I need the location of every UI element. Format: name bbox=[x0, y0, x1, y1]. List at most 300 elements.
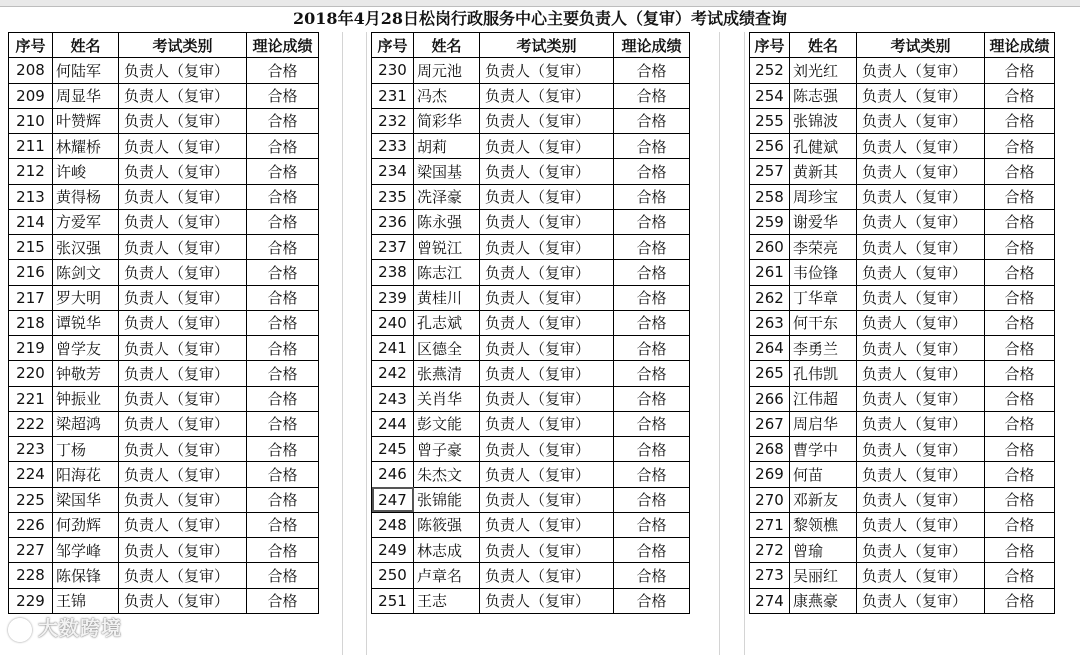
cell-seq[interactable]: 231 bbox=[372, 83, 414, 108]
cell-name[interactable]: 王志 bbox=[414, 588, 480, 613]
cell-type[interactable]: 负责人（复审） bbox=[119, 361, 247, 386]
cell-type[interactable]: 负责人（复审） bbox=[480, 588, 614, 613]
cell-name[interactable]: 叶赞辉 bbox=[53, 108, 119, 133]
table-row bbox=[9, 260, 319, 285]
table-row bbox=[9, 235, 319, 260]
cell-result[interactable]: 合格 bbox=[247, 512, 319, 537]
cell-result[interactable]: 合格 bbox=[614, 411, 690, 436]
cell-name[interactable]: 康燕豪 bbox=[790, 588, 857, 613]
cell-seq[interactable]: 248 bbox=[372, 512, 414, 537]
cell-result[interactable]: 合格 bbox=[614, 235, 690, 260]
cell-seq[interactable]: 228 bbox=[9, 563, 53, 588]
cell-seq[interactable]: 271 bbox=[750, 512, 790, 537]
cell-result[interactable]: 合格 bbox=[985, 361, 1055, 386]
cell-result[interactable]: 合格 bbox=[247, 285, 319, 310]
cell-result[interactable]: 合格 bbox=[614, 588, 690, 613]
table-row bbox=[372, 108, 690, 133]
cell-name[interactable]: 陈筱强 bbox=[414, 512, 480, 537]
cell-seq[interactable]: 230 bbox=[372, 58, 414, 83]
cell-seq[interactable]: 209 bbox=[9, 83, 53, 108]
cell-name[interactable]: 冼泽豪 bbox=[414, 184, 480, 209]
cell-result[interactable]: 合格 bbox=[247, 361, 319, 386]
cell-result[interactable]: 合格 bbox=[614, 386, 690, 411]
table-row bbox=[372, 386, 690, 411]
cell-type[interactable]: 负责人（复审） bbox=[480, 184, 614, 209]
cell-seq[interactable]: 238 bbox=[372, 260, 414, 285]
table-row bbox=[372, 285, 690, 310]
cell-type[interactable]: 负责人（复审） bbox=[480, 235, 614, 260]
cell-seq[interactable]: 227 bbox=[9, 538, 53, 563]
cell-seq[interactable]: 249 bbox=[372, 538, 414, 563]
cell-result[interactable]: 合格 bbox=[985, 462, 1055, 487]
table-row bbox=[750, 538, 1055, 563]
cell-seq[interactable]: 243 bbox=[372, 386, 414, 411]
cell-seq[interactable]: 247 bbox=[372, 487, 414, 512]
cell-seq[interactable]: 251 bbox=[372, 588, 414, 613]
cell-seq[interactable]: 267 bbox=[750, 411, 790, 436]
cell-seq[interactable]: 254 bbox=[750, 83, 790, 108]
cell-seq[interactable]: 258 bbox=[750, 184, 790, 209]
cell-result[interactable]: 合格 bbox=[614, 159, 690, 184]
cell-result[interactable]: 合格 bbox=[247, 235, 319, 260]
cell-seq[interactable]: 252 bbox=[750, 58, 790, 83]
cell-type[interactable]: 负责人（复审） bbox=[857, 134, 985, 159]
cell-result[interactable]: 合格 bbox=[614, 184, 690, 209]
cell-result[interactable]: 合格 bbox=[614, 83, 690, 108]
cell-name[interactable]: 黄得杨 bbox=[53, 184, 119, 209]
cell-type[interactable]: 负责人（复审） bbox=[119, 411, 247, 436]
header-seq: 序号 bbox=[9, 33, 53, 58]
cell-type[interactable]: 负责人（复审） bbox=[119, 260, 247, 285]
cell-seq[interactable]: 239 bbox=[372, 285, 414, 310]
cell-seq[interactable]: 217 bbox=[9, 285, 53, 310]
cell-type[interactable]: 负责人（复审） bbox=[857, 538, 985, 563]
cell-type[interactable]: 负责人（复审） bbox=[480, 83, 614, 108]
cell-seq[interactable]: 208 bbox=[9, 58, 53, 83]
cell-seq[interactable]: 245 bbox=[372, 437, 414, 462]
cell-result[interactable]: 合格 bbox=[614, 108, 690, 133]
cell-name[interactable]: 李荣亮 bbox=[790, 235, 857, 260]
cell-seq[interactable]: 236 bbox=[372, 209, 414, 234]
cell-seq[interactable]: 226 bbox=[9, 512, 53, 537]
cell-name[interactable]: 冯杰 bbox=[414, 83, 480, 108]
cell-seq[interactable]: 222 bbox=[9, 411, 53, 436]
cell-seq[interactable]: 218 bbox=[9, 310, 53, 335]
cell-seq[interactable]: 235 bbox=[372, 184, 414, 209]
cell-seq[interactable]: 269 bbox=[750, 462, 790, 487]
cell-type[interactable]: 负责人（复审） bbox=[119, 209, 247, 234]
cell-seq[interactable]: 223 bbox=[9, 437, 53, 462]
cell-result[interactable]: 合格 bbox=[614, 487, 690, 512]
cell-result[interactable]: 合格 bbox=[247, 538, 319, 563]
cell-type[interactable]: 负责人（复审） bbox=[480, 134, 614, 159]
cell-type[interactable]: 负责人（复审） bbox=[119, 108, 247, 133]
cell-seq[interactable]: 244 bbox=[372, 411, 414, 436]
cell-seq[interactable]: 234 bbox=[372, 159, 414, 184]
cell-type[interactable]: 负责人（复审） bbox=[480, 260, 614, 285]
cell-type[interactable]: 负责人（复审） bbox=[480, 209, 614, 234]
watermark bbox=[8, 612, 122, 642]
cell-type[interactable]: 负责人（复审） bbox=[857, 58, 985, 83]
cell-seq[interactable]: 261 bbox=[750, 260, 790, 285]
cell-name[interactable]: 黄桂川 bbox=[414, 285, 480, 310]
cell-name[interactable]: 陈志江 bbox=[414, 260, 480, 285]
cell-type[interactable]: 负责人（复审） bbox=[119, 285, 247, 310]
table-row bbox=[750, 588, 1055, 613]
table-row bbox=[372, 310, 690, 335]
cell-result[interactable]: 合格 bbox=[614, 209, 690, 234]
cell-seq[interactable]: 263 bbox=[750, 310, 790, 335]
cell-name[interactable]: 李勇兰 bbox=[790, 336, 857, 361]
cell-name[interactable]: 张汉强 bbox=[53, 235, 119, 260]
cell-name[interactable]: 邹学峰 bbox=[53, 538, 119, 563]
cell-name[interactable]: 刘光红 bbox=[790, 58, 857, 83]
cell-name[interactable]: 孔健斌 bbox=[790, 134, 857, 159]
cell-seq[interactable]: 241 bbox=[372, 336, 414, 361]
cell-result[interactable]: 合格 bbox=[985, 437, 1055, 462]
table-row bbox=[750, 563, 1055, 588]
cell-type[interactable]: 负责人（复审） bbox=[119, 563, 247, 588]
cell-name[interactable]: 钟敬芳 bbox=[53, 361, 119, 386]
cell-name[interactable]: 陈剑文 bbox=[53, 260, 119, 285]
cell-seq[interactable]: 224 bbox=[9, 462, 53, 487]
cell-name[interactable]: 何干东 bbox=[790, 310, 857, 335]
cell-seq[interactable]: 259 bbox=[750, 209, 790, 234]
cell-name[interactable]: 张锦能 bbox=[414, 487, 480, 512]
cell-name[interactable]: 周元池 bbox=[414, 58, 480, 83]
cell-seq[interactable]: 221 bbox=[9, 386, 53, 411]
cell-seq[interactable]: 262 bbox=[750, 285, 790, 310]
cell-name[interactable]: 区德全 bbox=[414, 336, 480, 361]
cell-result[interactable]: 合格 bbox=[247, 260, 319, 285]
cell-result[interactable]: 合格 bbox=[985, 235, 1055, 260]
cell-name[interactable]: 何苗 bbox=[790, 462, 857, 487]
cell-seq[interactable]: 219 bbox=[9, 336, 53, 361]
results-table-3 bbox=[749, 32, 1055, 614]
cell-type[interactable]: 负责人（复审） bbox=[857, 209, 985, 234]
cell-result[interactable]: 合格 bbox=[247, 437, 319, 462]
header-seq: 序号 bbox=[750, 33, 790, 58]
cell-seq[interactable]: 266 bbox=[750, 386, 790, 411]
cell-name[interactable]: 张燕清 bbox=[414, 361, 480, 386]
table-row bbox=[372, 588, 690, 613]
cell-result[interactable]: 合格 bbox=[985, 260, 1055, 285]
table-row bbox=[372, 563, 690, 588]
cell-seq[interactable]: 257 bbox=[750, 159, 790, 184]
cell-name[interactable]: 罗大明 bbox=[53, 285, 119, 310]
cell-type[interactable]: 负责人（复审） bbox=[857, 462, 985, 487]
cell-seq[interactable]: 246 bbox=[372, 462, 414, 487]
table-row bbox=[9, 437, 319, 462]
header-type: 考试类别 bbox=[857, 33, 985, 58]
cell-name[interactable]: 丁杨 bbox=[53, 437, 119, 462]
cell-name[interactable]: 梁国基 bbox=[414, 159, 480, 184]
cell-name[interactable]: 吴丽红 bbox=[790, 563, 857, 588]
cell-name[interactable]: 曾学友 bbox=[53, 336, 119, 361]
cell-seq[interactable]: 268 bbox=[750, 437, 790, 462]
cell-result[interactable]: 合格 bbox=[614, 462, 690, 487]
cell-name[interactable]: 曾锐江 bbox=[414, 235, 480, 260]
cell-type[interactable]: 负责人（复审） bbox=[857, 512, 985, 537]
cell-type[interactable]: 负责人（复审） bbox=[119, 235, 247, 260]
cell-name[interactable]: 梁超鸿 bbox=[53, 411, 119, 436]
table-row bbox=[372, 235, 690, 260]
cell-name[interactable]: 关肖华 bbox=[414, 386, 480, 411]
table-row bbox=[750, 310, 1055, 335]
cell-seq[interactable]: 242 bbox=[372, 361, 414, 386]
cell-name[interactable]: 丁华章 bbox=[790, 285, 857, 310]
cell-result[interactable]: 合格 bbox=[614, 437, 690, 462]
table-row bbox=[750, 235, 1055, 260]
cell-type[interactable]: 负责人（复审） bbox=[480, 462, 614, 487]
cell-result[interactable]: 合格 bbox=[247, 411, 319, 436]
cell-name[interactable]: 王锦 bbox=[53, 588, 119, 613]
cell-result[interactable]: 合格 bbox=[614, 361, 690, 386]
cell-result[interactable]: 合格 bbox=[247, 209, 319, 234]
cell-seq[interactable]: 229 bbox=[9, 588, 53, 613]
cell-result[interactable]: 合格 bbox=[985, 487, 1055, 512]
cell-name[interactable]: 许峻 bbox=[53, 159, 119, 184]
cell-result[interactable]: 合格 bbox=[985, 512, 1055, 537]
cell-type[interactable]: 负责人（复审） bbox=[119, 134, 247, 159]
cell-type[interactable]: 负责人（复审） bbox=[857, 437, 985, 462]
cell-type[interactable]: 负责人（复审） bbox=[480, 487, 614, 512]
cell-type[interactable]: 负责人（复审） bbox=[857, 83, 985, 108]
cell-result[interactable]: 合格 bbox=[985, 159, 1055, 184]
cell-seq[interactable]: 233 bbox=[372, 134, 414, 159]
cell-name[interactable]: 张锦波 bbox=[790, 108, 857, 133]
table-row bbox=[9, 336, 319, 361]
cell-result[interactable]: 合格 bbox=[985, 588, 1055, 613]
cell-type[interactable]: 负责人（复审） bbox=[480, 285, 614, 310]
cell-seq[interactable]: 255 bbox=[750, 108, 790, 133]
header-seq: 序号 bbox=[372, 33, 414, 58]
cell-type[interactable]: 负责人（复审） bbox=[119, 462, 247, 487]
cell-type[interactable]: 负责人（复审） bbox=[119, 184, 247, 209]
cell-name[interactable]: 方爱军 bbox=[53, 209, 119, 234]
cell-result[interactable]: 合格 bbox=[985, 563, 1055, 588]
cell-name[interactable]: 林志成 bbox=[414, 538, 480, 563]
cell-type[interactable]: 负责人（复审） bbox=[480, 437, 614, 462]
cell-type[interactable]: 负责人（复审） bbox=[119, 83, 247, 108]
cell-name[interactable]: 彭文能 bbox=[414, 411, 480, 436]
cell-type[interactable]: 负责人（复审） bbox=[857, 386, 985, 411]
cell-type[interactable]: 负责人（复审） bbox=[857, 487, 985, 512]
cell-seq[interactable]: 264 bbox=[750, 336, 790, 361]
cell-type[interactable]: 负责人（复审） bbox=[857, 184, 985, 209]
cell-seq[interactable]: 265 bbox=[750, 361, 790, 386]
cell-name[interactable]: 阳海花 bbox=[53, 462, 119, 487]
cell-seq[interactable]: 213 bbox=[9, 184, 53, 209]
cell-seq[interactable]: 250 bbox=[372, 563, 414, 588]
header-name: 姓名 bbox=[790, 33, 857, 58]
cell-result[interactable]: 合格 bbox=[614, 563, 690, 588]
cell-seq[interactable]: 237 bbox=[372, 235, 414, 260]
cell-result[interactable]: 合格 bbox=[985, 538, 1055, 563]
cell-name[interactable]: 曾瑜 bbox=[790, 538, 857, 563]
cell-type[interactable]: 负责人（复审） bbox=[119, 538, 247, 563]
cell-name[interactable]: 陈保锋 bbox=[53, 563, 119, 588]
cell-name[interactable]: 曹学中 bbox=[790, 437, 857, 462]
cell-seq[interactable]: 220 bbox=[9, 361, 53, 386]
cell-result[interactable]: 合格 bbox=[614, 336, 690, 361]
cell-type[interactable]: 负责人（复审） bbox=[480, 108, 614, 133]
cell-result[interactable]: 合格 bbox=[247, 184, 319, 209]
table-row bbox=[750, 159, 1055, 184]
cell-type[interactable]: 负责人（复审） bbox=[119, 336, 247, 361]
cell-type[interactable]: 负责人（复审） bbox=[857, 361, 985, 386]
cell-result[interactable]: 合格 bbox=[985, 310, 1055, 335]
cell-name[interactable]: 何陆军 bbox=[53, 58, 119, 83]
cell-type[interactable]: 负责人（复审） bbox=[480, 411, 614, 436]
cell-name[interactable]: 谢爱华 bbox=[790, 209, 857, 234]
cell-seq[interactable]: 225 bbox=[9, 487, 53, 512]
cell-name[interactable]: 周珍宝 bbox=[790, 184, 857, 209]
cell-name[interactable]: 卢章名 bbox=[414, 563, 480, 588]
cell-result[interactable]: 合格 bbox=[247, 310, 319, 335]
cell-result[interactable]: 合格 bbox=[614, 310, 690, 335]
table-header-row bbox=[750, 33, 1055, 58]
cell-seq[interactable]: 232 bbox=[372, 108, 414, 133]
cell-name[interactable]: 陈志强 bbox=[790, 83, 857, 108]
cell-type[interactable]: 负责人（复审） bbox=[119, 588, 247, 613]
cell-seq[interactable]: 211 bbox=[9, 134, 53, 159]
cell-type[interactable]: 负责人（复审） bbox=[857, 563, 985, 588]
cell-name[interactable]: 朱杰文 bbox=[414, 462, 480, 487]
cell-name[interactable]: 邓新友 bbox=[790, 487, 857, 512]
cell-seq[interactable]: 214 bbox=[9, 209, 53, 234]
cell-type[interactable]: 负责人（复审） bbox=[119, 512, 247, 537]
cell-type[interactable]: 负责人（复审） bbox=[119, 58, 247, 83]
cell-name[interactable]: 孔志斌 bbox=[414, 310, 480, 335]
cell-type[interactable]: 负责人（复审） bbox=[857, 588, 985, 613]
cell-name[interactable]: 简彩华 bbox=[414, 108, 480, 133]
cell-result[interactable]: 合格 bbox=[985, 285, 1055, 310]
table-row bbox=[372, 134, 690, 159]
header-result: 理论成绩 bbox=[247, 33, 319, 58]
cell-result[interactable]: 合格 bbox=[614, 260, 690, 285]
table-row bbox=[9, 538, 319, 563]
cell-type[interactable]: 负责人（复审） bbox=[480, 336, 614, 361]
cell-type[interactable]: 负责人（复审） bbox=[480, 58, 614, 83]
table-row bbox=[9, 411, 319, 436]
table-row bbox=[9, 310, 319, 335]
header-name: 姓名 bbox=[414, 33, 480, 58]
cell-result[interactable]: 合格 bbox=[247, 386, 319, 411]
cell-seq[interactable]: 273 bbox=[750, 563, 790, 588]
cell-result[interactable]: 合格 bbox=[247, 487, 319, 512]
cell-name[interactable]: 陈永强 bbox=[414, 209, 480, 234]
cell-name[interactable]: 孔伟凯 bbox=[790, 361, 857, 386]
cell-result[interactable]: 合格 bbox=[985, 108, 1055, 133]
cell-name[interactable]: 江伟超 bbox=[790, 386, 857, 411]
cell-seq[interactable]: 210 bbox=[9, 108, 53, 133]
cell-type[interactable]: 负责人（复审） bbox=[480, 159, 614, 184]
cell-type[interactable]: 负责人（复审） bbox=[857, 235, 985, 260]
cell-result[interactable]: 合格 bbox=[614, 512, 690, 537]
cell-result[interactable]: 合格 bbox=[985, 336, 1055, 361]
table-row bbox=[750, 487, 1055, 512]
cell-type[interactable]: 负责人（复审） bbox=[480, 512, 614, 537]
cell-result[interactable]: 合格 bbox=[985, 209, 1055, 234]
cell-seq[interactable]: 215 bbox=[9, 235, 53, 260]
table-row bbox=[372, 512, 690, 537]
cell-type[interactable]: 负责人（复审） bbox=[857, 411, 985, 436]
cell-result[interactable]: 合格 bbox=[985, 386, 1055, 411]
cell-name[interactable]: 谭锐华 bbox=[53, 310, 119, 335]
cell-result[interactable]: 合格 bbox=[247, 108, 319, 133]
table-row bbox=[9, 386, 319, 411]
cell-result[interactable]: 合格 bbox=[614, 538, 690, 563]
cell-name[interactable]: 林耀桥 bbox=[53, 134, 119, 159]
cell-name[interactable]: 曾子豪 bbox=[414, 437, 480, 462]
cell-name[interactable]: 韦俭锋 bbox=[790, 260, 857, 285]
cell-seq[interactable]: 240 bbox=[372, 310, 414, 335]
cell-name[interactable]: 何劲辉 bbox=[53, 512, 119, 537]
cell-result[interactable]: 合格 bbox=[247, 462, 319, 487]
cell-result[interactable]: 合格 bbox=[985, 83, 1055, 108]
cell-name[interactable]: 胡莉 bbox=[414, 134, 480, 159]
cell-name[interactable]: 梁国华 bbox=[53, 487, 119, 512]
cell-type[interactable]: 负责人（复审） bbox=[119, 487, 247, 512]
cell-seq[interactable]: 256 bbox=[750, 134, 790, 159]
cell-name[interactable]: 周显华 bbox=[53, 83, 119, 108]
cell-name[interactable]: 黎领樵 bbox=[790, 512, 857, 537]
cell-result[interactable]: 合格 bbox=[985, 184, 1055, 209]
table-row bbox=[372, 462, 690, 487]
cell-result[interactable]: 合格 bbox=[614, 58, 690, 83]
cell-result[interactable]: 合格 bbox=[614, 134, 690, 159]
cell-name[interactable]: 周启华 bbox=[790, 411, 857, 436]
cell-type[interactable]: 负责人（复审） bbox=[857, 159, 985, 184]
cell-result[interactable]: 合格 bbox=[247, 83, 319, 108]
cell-type[interactable]: 负责人（复审） bbox=[119, 437, 247, 462]
cell-seq[interactable]: 216 bbox=[9, 260, 53, 285]
cell-name[interactable]: 钟振业 bbox=[53, 386, 119, 411]
cell-result[interactable]: 合格 bbox=[247, 159, 319, 184]
cell-seq[interactable]: 212 bbox=[9, 159, 53, 184]
cell-type[interactable]: 负责人（复审） bbox=[480, 538, 614, 563]
table-row bbox=[372, 184, 690, 209]
cell-type[interactable]: 负责人（复审） bbox=[857, 108, 985, 133]
cell-result[interactable]: 合格 bbox=[247, 58, 319, 83]
cell-type[interactable]: 负责人（复审） bbox=[857, 310, 985, 335]
cell-type[interactable]: 负责人（复审） bbox=[480, 386, 614, 411]
cell-type[interactable]: 负责人（复审） bbox=[119, 159, 247, 184]
cell-seq[interactable]: 272 bbox=[750, 538, 790, 563]
cell-type[interactable]: 负责人（复审） bbox=[480, 361, 614, 386]
cell-type[interactable]: 负责人（复审） bbox=[119, 310, 247, 335]
cell-type[interactable]: 负责人（复审） bbox=[857, 336, 985, 361]
cell-result[interactable]: 合格 bbox=[985, 58, 1055, 83]
cell-result[interactable]: 合格 bbox=[247, 588, 319, 613]
cell-type[interactable]: 负责人（复审） bbox=[857, 260, 985, 285]
cell-type[interactable]: 负责人（复审） bbox=[119, 386, 247, 411]
cell-result[interactable]: 合格 bbox=[247, 336, 319, 361]
cell-type[interactable]: 负责人（复审） bbox=[480, 563, 614, 588]
cell-seq[interactable]: 260 bbox=[750, 235, 790, 260]
cell-name[interactable]: 黄新其 bbox=[790, 159, 857, 184]
cell-result[interactable]: 合格 bbox=[247, 563, 319, 588]
cell-type[interactable]: 负责人（复审） bbox=[480, 310, 614, 335]
cell-result[interactable]: 合格 bbox=[614, 285, 690, 310]
cell-result[interactable]: 合格 bbox=[247, 134, 319, 159]
cell-seq[interactable]: 274 bbox=[750, 588, 790, 613]
cell-result[interactable]: 合格 bbox=[985, 134, 1055, 159]
cell-type[interactable]: 负责人（复审） bbox=[857, 285, 985, 310]
cell-seq[interactable]: 270 bbox=[750, 487, 790, 512]
cell-result[interactable]: 合格 bbox=[985, 411, 1055, 436]
